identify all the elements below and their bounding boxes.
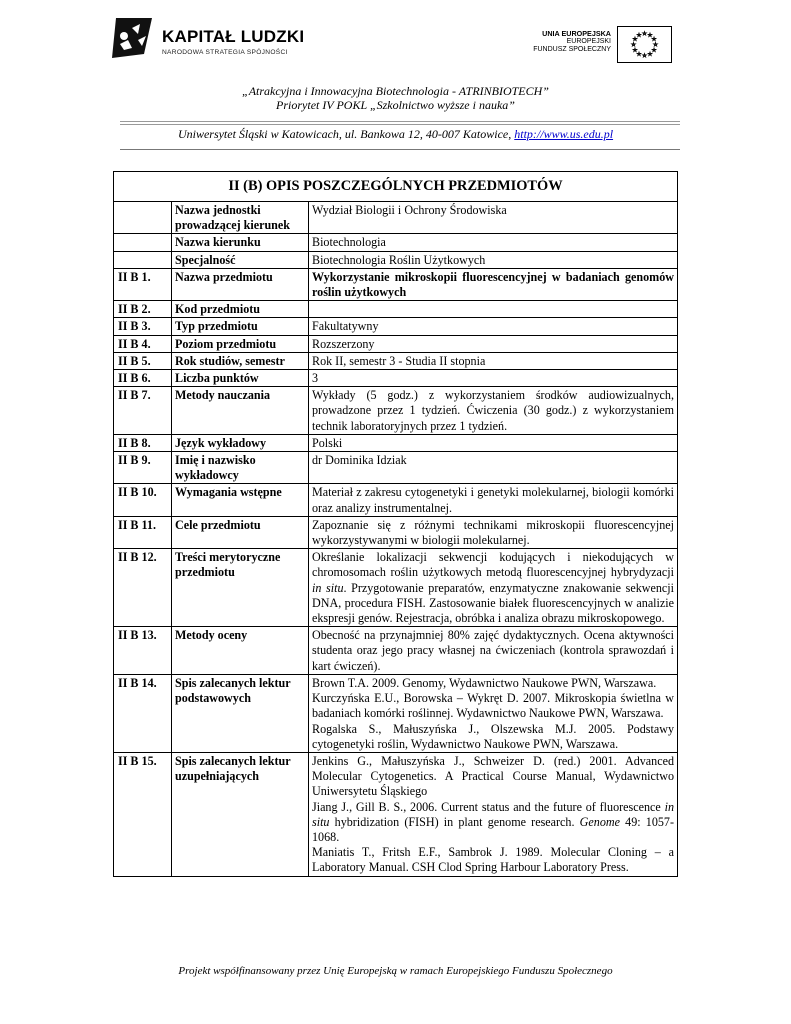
table-row bbox=[114, 301, 678, 318]
value-text: . Przygotowanie preparatów, enzymatyczne znakowanie sekwencji DNA, procedura FISH. Zastosowanie białek fluorescencyjnych w analizie ekspresji genów. Rejestracja, obróbka i analiza obrazu mikroskopowego. bbox=[312, 580, 675, 626]
table-row bbox=[114, 549, 678, 627]
eu-star-icon bbox=[648, 52, 652, 56]
table-row bbox=[114, 387, 678, 435]
row-label: Język wykładowy bbox=[172, 434, 309, 451]
row-label: Poziom przedmiotu bbox=[172, 335, 309, 352]
course-description-table bbox=[113, 171, 678, 877]
row-label: Treści merytoryczne przedmiotu bbox=[172, 549, 309, 627]
table-row bbox=[114, 370, 678, 387]
row-code: II B 2. bbox=[114, 301, 172, 318]
table-row bbox=[114, 434, 678, 451]
eu-star-icon bbox=[648, 33, 652, 37]
row-value bbox=[309, 549, 678, 627]
footer-note: Projekt współfinansowany przez Unię Europejską w ramach Europejskiego Funduszu Społecznego bbox=[178, 965, 613, 977]
eu-line-1: UNIA EUROPEJSKA bbox=[542, 29, 611, 38]
table-row bbox=[114, 452, 678, 484]
row-value bbox=[309, 301, 678, 318]
kapital-ludzki-title: KAPITAŁ LUDZKI bbox=[162, 27, 305, 46]
table-row bbox=[114, 627, 678, 675]
row-label: Imię i nazwisko wykładowcy bbox=[172, 452, 309, 484]
row-label: Nazwa jednostki prowadzącej kierunek bbox=[172, 202, 309, 234]
row-label: Kod przedmiotu bbox=[172, 301, 309, 318]
value-italic: in situ bbox=[312, 580, 344, 595]
reference-entry: Kurczyńska E.U., Borowska – Wykręt D. 2007. Mikroskopia świetlna w badaniach komórki roślinnej. Wydawnictwo Naukowe PWN, Warszawa. bbox=[312, 691, 674, 721]
row-value: Zapoznanie się z różnymi technikami mikroskopii fluorescencyjnej wykorzystywanymi w biologii molekularnej. bbox=[309, 516, 678, 548]
row-code: II B 6. bbox=[114, 370, 172, 387]
row-code: II B 1. bbox=[114, 268, 172, 300]
row-code: II B 15. bbox=[114, 752, 172, 876]
row-label: Typ przedmiotu bbox=[172, 318, 309, 335]
row-value: Obecność na przynajmniej 80% zajęć dydaktycznych. Ocena aktywności studenta oraz jego pracy własnej na ćwiczeniach (kontrola sprawozdań i kart ćwiczeń). bbox=[309, 627, 678, 675]
eu-star-icon bbox=[654, 43, 658, 47]
value-text: Określanie lokalizacji sekwencji kodujących i niekodujących w chromosomach roślin użytkowych metodą fluorescencyjnej hybrydyzacji bbox=[312, 550, 674, 580]
row-value: dr Dominika Idziak bbox=[309, 452, 678, 484]
row-code: II B 10. bbox=[114, 484, 172, 516]
eu-star-icon bbox=[652, 48, 656, 52]
table-row bbox=[114, 318, 678, 335]
table-row bbox=[114, 352, 678, 369]
eu-star-icon bbox=[652, 37, 656, 41]
table-row bbox=[114, 234, 678, 251]
eu-star-icon bbox=[637, 33, 641, 37]
row-label: Spis zalecanych lektur uzupełniających bbox=[172, 752, 309, 876]
reference-journal: Genome bbox=[579, 814, 620, 829]
eu-star-icon bbox=[637, 52, 641, 56]
row-label: Spis zalecanych lektur podstawowych bbox=[172, 674, 309, 752]
row-code bbox=[114, 234, 172, 251]
row-value: Wykorzystanie mikroskopii fluorescencyjnej w badaniach genomów roślin użytkowych bbox=[309, 268, 678, 300]
table-row bbox=[114, 674, 678, 752]
table-row bbox=[114, 752, 678, 876]
table-row bbox=[114, 251, 678, 268]
row-label: Rok studiów, semestr bbox=[172, 352, 309, 369]
reference-text: 49: 1057-1068. bbox=[312, 814, 674, 844]
row-code: II B 4. bbox=[114, 335, 172, 352]
header-rule bbox=[120, 149, 680, 150]
row-code bbox=[114, 251, 172, 268]
eu-line-3: FUNDUSZ SPOŁECZNY bbox=[533, 46, 611, 53]
row-value bbox=[309, 674, 678, 752]
row-label: Metody oceny bbox=[172, 627, 309, 675]
table-row bbox=[114, 202, 678, 234]
row-value: Wykłady (5 godz.) z wykorzystaniem środków audiowizualnych, prowadzone przez 1 tydzień. Ćwiczenia (30 godz.) z wykorzystaniem technik laboratoryjnych przez 1 tydzień. bbox=[309, 387, 678, 435]
reference-text: Jiang J., Gill B. S., 2006. Current status and the future of fluorescence bbox=[312, 799, 665, 814]
row-label: Metody nauczania bbox=[172, 387, 309, 435]
row-label: Nazwa przedmiotu bbox=[172, 268, 309, 300]
table-row bbox=[114, 484, 678, 516]
kapital-ludzki-subtitle: NARODOWA STRATEGIA SPÓJNOŚCI bbox=[162, 49, 288, 56]
table-row bbox=[114, 335, 678, 352]
reference-text: hybridization (FISH) in plant genome research. bbox=[329, 814, 580, 829]
eu-flag-icon bbox=[617, 26, 672, 63]
row-code: II B 9. bbox=[114, 452, 172, 484]
reference-entry: Maniatis T., Fritsh E.F., Sambrok J. 1989. Molecular Cloning – a Laboratory Manual. CSH Clod Spring Harbour Laboratory Press. bbox=[312, 845, 674, 875]
row-code: II B 14. bbox=[114, 674, 172, 752]
row-code: II B 12. bbox=[114, 549, 172, 627]
eu-star-icon bbox=[643, 54, 647, 58]
reference-italic: in situ bbox=[312, 799, 674, 829]
eu-star-icon bbox=[633, 48, 637, 52]
row-label: Liczba punktów bbox=[172, 370, 309, 387]
project-title: „Atrakcyjna i Innowacyjna Biotechnologia - ATRINBIOTECH” bbox=[242, 84, 549, 98]
reference-entry: Brown T.A. 2009. Genomy, Wydawnictwo Naukowe PWN, Warszawa. bbox=[312, 675, 657, 690]
row-label: Wymagania wstępne bbox=[172, 484, 309, 516]
reference-entry: Rogalska S., Małuszyńska J., Olszewska M.J. 2005. Podstawy cytogenetyki roślin, Wydawnictwo Naukowe PWN, Warszawa. bbox=[312, 721, 674, 751]
kapital-ludzki-logo bbox=[110, 14, 310, 60]
row-value: Biotechnologia Roślin Użytkowych bbox=[309, 251, 678, 268]
row-code: II B 5. bbox=[114, 352, 172, 369]
row-value: Biotechnologia bbox=[309, 234, 678, 251]
kapital-ludzki-mark-icon bbox=[110, 14, 156, 60]
table-title-row bbox=[114, 172, 678, 202]
row-value: Fakultatywny bbox=[309, 318, 678, 335]
row-value: Rok II, semestr 3 - Studia II stopnia bbox=[309, 352, 678, 369]
row-code: II B 3. bbox=[114, 318, 172, 335]
row-label: Specjalność bbox=[172, 251, 309, 268]
row-value bbox=[309, 752, 678, 876]
reference-entry: Jenkins G., Małuszyńska J., Schweizer D. (red.) 2001. Advanced Molecular Cytogenetics. A Practical Course Manual, Wydawnictwo Uniwersytetu Śląskiego bbox=[312, 753, 674, 799]
row-value: Polski bbox=[309, 434, 678, 451]
eu-star-icon bbox=[643, 32, 647, 36]
eu-star-icon bbox=[632, 43, 636, 47]
eu-line-2: EUROPEJSKI bbox=[566, 38, 611, 45]
row-code: II B 11. bbox=[114, 516, 172, 548]
table-row bbox=[114, 268, 678, 300]
row-code: II B 13. bbox=[114, 627, 172, 675]
row-code: II B 8. bbox=[114, 434, 172, 451]
project-header bbox=[0, 84, 791, 112]
row-code: II B 7. bbox=[114, 387, 172, 435]
row-value: Rozszerzony bbox=[309, 335, 678, 352]
university-address: Uniwersytet Śląski w Katowicach, ul. Bankowa 12, 40-007 Katowice, bbox=[177, 127, 515, 141]
row-value: Materiał z zakresu cytogenetyki i genetyki molekularnej, biologii komórki oraz analizy instrumentalnej. bbox=[309, 484, 678, 516]
table-title: II (B) OPIS POSZCZEGÓLNYCH PRZEDMIOTÓW bbox=[114, 172, 678, 202]
table-row bbox=[114, 516, 678, 548]
reference-entry bbox=[312, 800, 674, 846]
row-label: Cele przedmiotu bbox=[172, 516, 309, 548]
row-value: 3 bbox=[309, 370, 678, 387]
header-rule bbox=[120, 121, 680, 122]
university-link[interactable]: http://www.us.edu.pl bbox=[514, 127, 614, 141]
row-code bbox=[114, 202, 172, 234]
row-label: Nazwa kierunku bbox=[172, 234, 309, 251]
row-value: Wydział Biologii i Ochrony Środowiska bbox=[309, 202, 678, 234]
eu-star-icon bbox=[633, 37, 637, 41]
eu-text-block bbox=[533, 30, 611, 54]
header-rule bbox=[120, 124, 680, 125]
university-line bbox=[0, 127, 791, 141]
project-priority: Priorytet IV POKL „Szkolnictwo wyższe i nauka” bbox=[276, 98, 515, 112]
